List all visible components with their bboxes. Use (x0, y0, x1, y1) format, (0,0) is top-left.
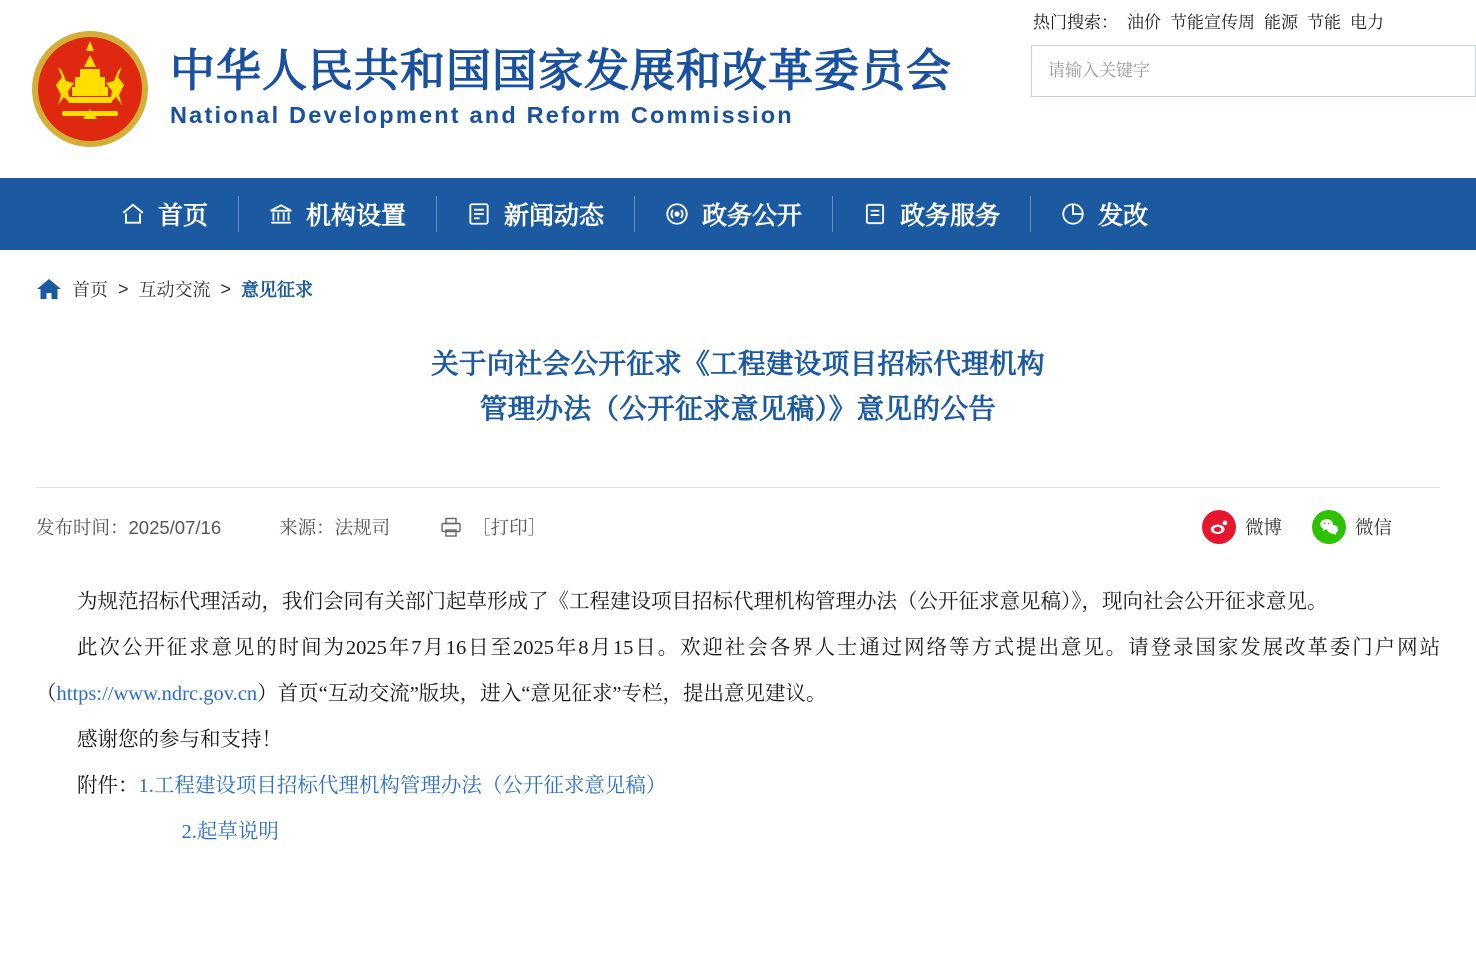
site-header (0, 0, 1476, 178)
search-box[interactable] (1031, 45, 1476, 97)
breadcrumb-current[interactable]: 意见征求 (241, 280, 314, 300)
share-wechat-label: 微信 (1354, 517, 1392, 539)
wechat-icon (1312, 510, 1346, 544)
share-group (1202, 510, 1392, 544)
attachment-label: 附件： (77, 774, 139, 797)
nav-item-government-service[interactable] (832, 194, 1030, 234)
paragraph-2-prefix: 此次公开征求意见的时间为2025年7月16日至2025年8月15日。欢迎社会各界人士通过网络等方式提出意见。请登录国家发展改革委门户网站（ (36, 637, 1440, 705)
share-wechat-button[interactable] (1312, 510, 1392, 544)
print-button[interactable] (440, 514, 546, 540)
nav-label-organization: 机构设置 (306, 202, 407, 230)
article-paragraph-1: 为规范招标代理活动，我们会同有关部门起草形成了《工程建设项目招标代理机构管理办法（公开征求意见稿）》，现向社会公开征求意见。 (77, 591, 1328, 614)
news-icon (466, 201, 492, 227)
nav-label-home: 首页 (158, 202, 209, 230)
article-paragraph-2 (36, 626, 1440, 718)
broadcast-icon (664, 201, 690, 227)
pie-icon (1060, 201, 1086, 227)
home-icon (120, 201, 146, 227)
printer-icon (440, 517, 462, 537)
site-title-cn: 中华人民共和国国家发展和改革委员会 (170, 45, 953, 96)
hot-search-label: 热门搜索： (1033, 13, 1118, 32)
bank-icon (268, 201, 294, 227)
article-source (279, 514, 390, 540)
breadcrumb-sep-2: > (220, 278, 232, 299)
title-divider (36, 487, 1440, 488)
national-emblem-icon (28, 27, 152, 151)
nav-item-organization[interactable] (238, 194, 436, 234)
page-title (238, 342, 1238, 431)
weibo-icon (1202, 510, 1236, 544)
nav-label-news: 新闻动态 (504, 202, 605, 230)
hot-search-item-0[interactable]: 油价 (1127, 13, 1161, 32)
main-nav (0, 178, 1476, 250)
publish-time-label: 发布时间： (36, 517, 129, 539)
source-label: 来源： (279, 517, 335, 539)
nav-label-government-service: 政务服务 (900, 202, 1001, 230)
share-weibo-label: 微博 (1244, 517, 1282, 539)
site-title (170, 45, 952, 133)
article (0, 342, 1476, 856)
attachment-row-2 (36, 810, 1440, 856)
breadcrumb-level2-link[interactable]: 互动交流 (138, 280, 211, 300)
nav-item-reform[interactable] (1030, 194, 1178, 234)
document-icon (862, 201, 888, 227)
article-meta (36, 496, 1440, 558)
search-area (1031, 8, 1476, 97)
print-label: ［打印］ (472, 517, 547, 539)
nav-label-reform: 发改 (1098, 202, 1149, 230)
hot-search-item-3[interactable]: 节能 (1307, 13, 1341, 32)
attachment-link-2[interactable]: 2.起草说明 (181, 820, 279, 843)
publish-time (36, 514, 221, 540)
hot-search-row (1031, 8, 1476, 33)
nav-label-government-disclosure: 政务公开 (702, 202, 803, 230)
attachment-row-1 (36, 764, 1440, 810)
breadcrumb-sep-1: > (118, 278, 129, 299)
page-title-line1: 关于向社会公开征求《工程建设项目招标代理机构 (431, 348, 1045, 379)
nav-item-home[interactable] (90, 194, 238, 234)
share-weibo-button[interactable] (1202, 510, 1282, 544)
ndrc-website-link[interactable]: https://www.ndrc.gov.cn (56, 682, 258, 705)
page-title-line2: 管理办法（公开征求意见稿）》意见的公告 (479, 392, 997, 424)
source-value: 法规司 (334, 517, 391, 539)
hot-search-item-2[interactable]: 能源 (1264, 13, 1298, 32)
hot-search-item-1[interactable]: 节能宣传周 (1170, 13, 1255, 32)
nav-item-news[interactable] (436, 194, 634, 234)
breadcrumb-home-icon (36, 277, 62, 301)
nav-item-government-disclosure[interactable] (634, 194, 832, 234)
article-paragraph-3: 感谢您的参与和支持！ (77, 728, 282, 751)
breadcrumb (0, 250, 1476, 302)
paragraph-2-suffix: ）首页“互动交流”版块，进入“意见征求”专栏，提出意见建议。 (257, 682, 827, 705)
publish-time-value: 2025/07/16 (128, 517, 222, 539)
site-title-en: National Development and Reform Commission (170, 101, 794, 128)
breadcrumb-home-link[interactable]: 首页 (72, 280, 108, 300)
hot-search-item-4[interactable]: 电力 (1350, 13, 1384, 32)
attachment-link-1[interactable]: 1.工程建设项目招标代理机构管理办法（公开征求意见稿） (138, 774, 667, 797)
article-body (36, 580, 1440, 855)
search-input[interactable] (1046, 46, 1461, 96)
